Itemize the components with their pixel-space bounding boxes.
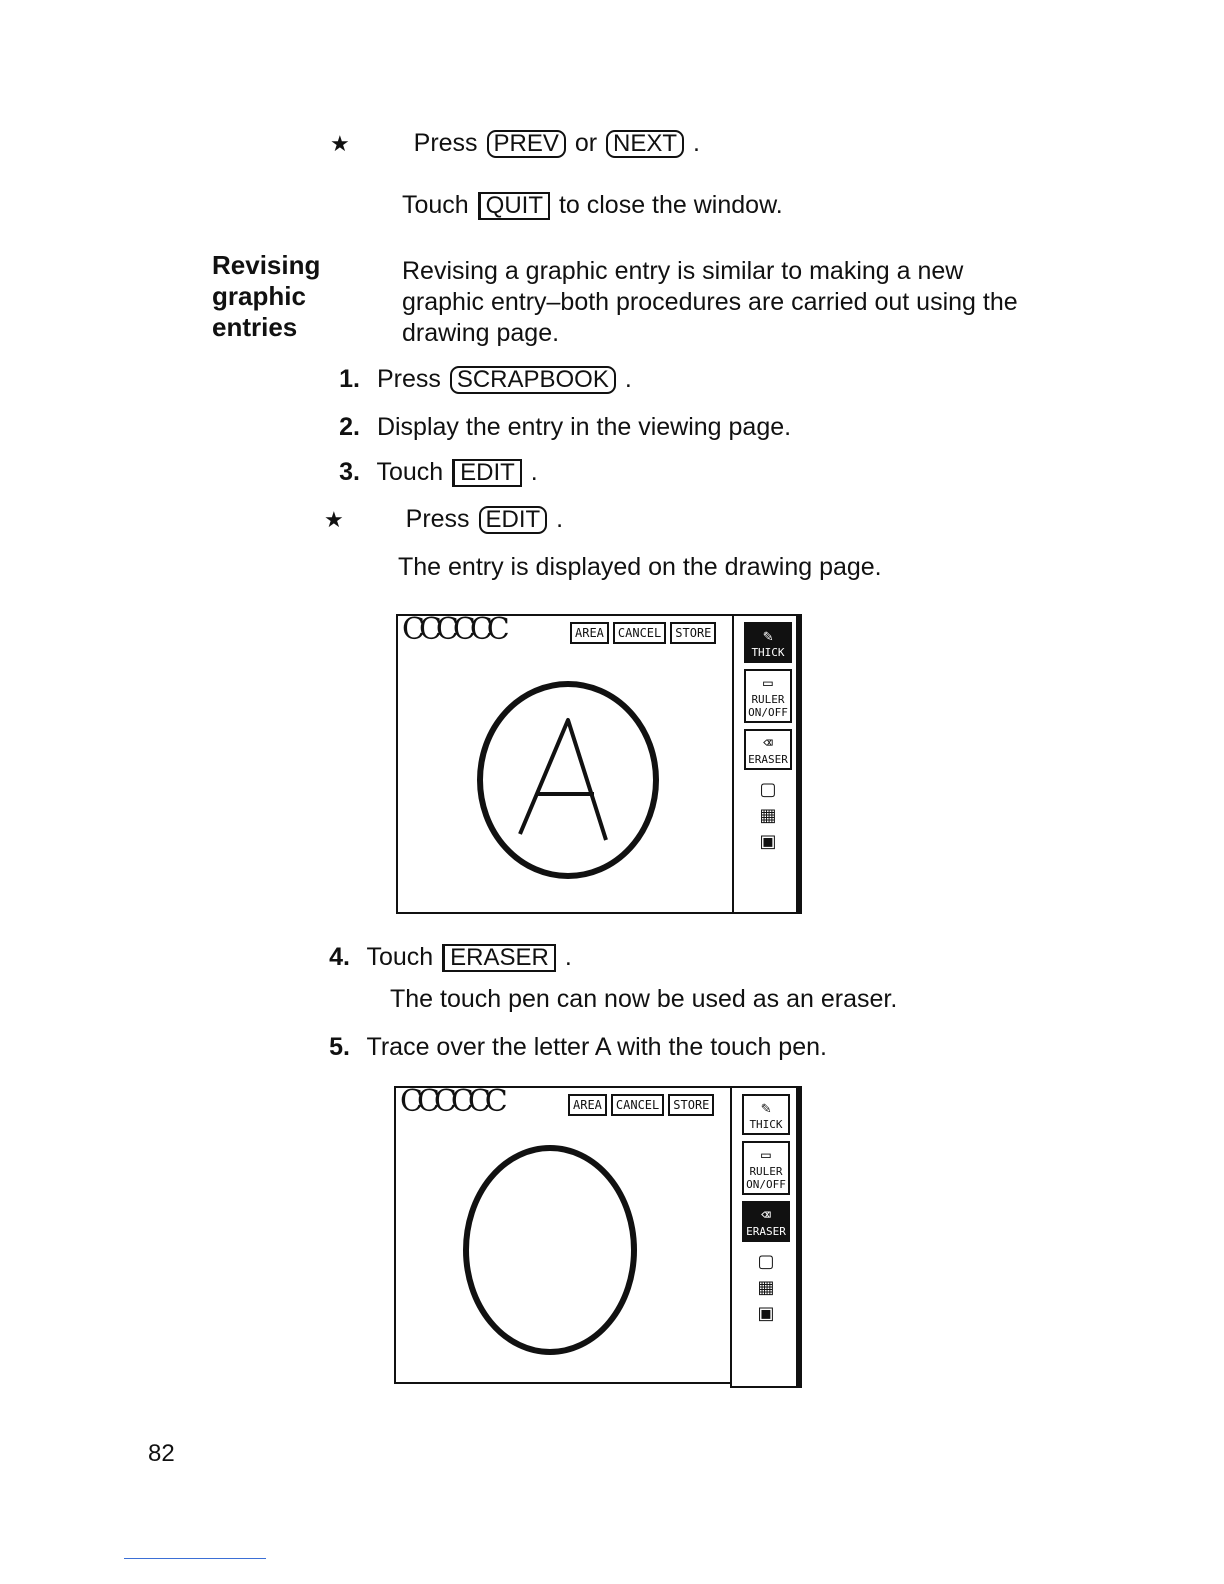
key-next: NEXT bbox=[606, 130, 684, 158]
notebook-rings: CCCCCC bbox=[400, 1084, 502, 1119]
section-heading: Revising graphic entries bbox=[212, 250, 321, 342]
key-quit: QUIT bbox=[478, 192, 550, 220]
key-scrapbook: SCRAPBOOK bbox=[450, 366, 616, 394]
star-icon: ★ bbox=[324, 507, 344, 532]
key-prev: PREV bbox=[487, 130, 566, 158]
section-intro: Revising a graphic entry is similar to making a new graphic entry–both procedures are carried out using the drawing page. bbox=[402, 257, 1018, 347]
step-3-note: The entry is displayed on the drawing page. bbox=[398, 553, 882, 581]
key-edit: EDIT bbox=[479, 506, 548, 534]
step-2: 2. Display the entry in the viewing page. bbox=[339, 413, 792, 441]
tool-column-1 bbox=[732, 614, 802, 914]
top-button-bar bbox=[568, 1094, 714, 1116]
area-button: AREA bbox=[570, 622, 609, 644]
eraser-icon: ⌫ bbox=[763, 733, 773, 752]
alt-step-prev-next: ★ Press PREV or NEXT . bbox=[330, 129, 700, 157]
filled-icon: ▣ bbox=[757, 1303, 775, 1323]
drawn-circle bbox=[466, 1148, 634, 1352]
thick-tool: ✎ THICK bbox=[742, 1094, 790, 1135]
ruler-tool: ▭ RULER ON/OFF bbox=[742, 1141, 790, 1195]
bottom-rule bbox=[124, 1558, 266, 1559]
tool-column-2 bbox=[730, 1086, 802, 1388]
drawn-letter-a bbox=[520, 720, 606, 840]
store-button: STORE bbox=[670, 622, 716, 644]
drawing-canvas bbox=[458, 666, 678, 896]
star-icon: ★ bbox=[330, 131, 350, 156]
frame-icon: ▢ bbox=[757, 1251, 775, 1271]
alt-step-edit: ★ Press EDIT . bbox=[324, 505, 564, 533]
drawn-circle bbox=[480, 684, 656, 876]
filled-icon: ▣ bbox=[759, 831, 777, 851]
frame-icon: ▢ bbox=[759, 779, 777, 799]
thick-tool: ✎ THICK bbox=[744, 622, 792, 663]
cancel-button: CANCEL bbox=[611, 1094, 664, 1116]
cancel-button: CANCEL bbox=[613, 622, 666, 644]
eraser-tool: ⌫ ERASER bbox=[744, 729, 792, 770]
eraser-icon: ⌫ bbox=[761, 1205, 771, 1224]
store-button: STORE bbox=[668, 1094, 714, 1116]
notebook-rings: CCCCCC bbox=[402, 612, 504, 647]
eraser-tool: ⌫ ERASER bbox=[742, 1201, 790, 1242]
area-button: AREA bbox=[568, 1094, 607, 1116]
step-5: 5. Trace over the letter A with the touch pen. bbox=[329, 1033, 827, 1061]
drawing-canvas bbox=[456, 1138, 656, 1358]
drawing-page-screen-2 bbox=[394, 1086, 734, 1384]
ruler-tool: ▭ RULER ON/OFF bbox=[744, 669, 792, 723]
grid-icon: ▦ bbox=[757, 1277, 775, 1297]
ruler-icon: ▭ bbox=[763, 673, 773, 692]
softkey-edit: EDIT bbox=[452, 459, 522, 487]
step-4: 4. Touch ERASER . bbox=[329, 943, 572, 971]
step-1: 1. Press SCRAPBOOK . bbox=[339, 365, 632, 393]
quit-instruction: Touch QUIT to close the window. bbox=[402, 191, 783, 219]
ruler-icon: ▭ bbox=[761, 1145, 771, 1164]
pen-icon: ✎ bbox=[763, 626, 773, 645]
grid-icon: ▦ bbox=[759, 805, 777, 825]
drawing-page-screen-1 bbox=[396, 614, 736, 914]
page-number: 82 bbox=[148, 1440, 175, 1467]
softkey-eraser: ERASER bbox=[442, 944, 556, 972]
top-button-bar bbox=[570, 622, 716, 644]
step-4-note: The touch pen can now be used as an eraser. bbox=[390, 985, 898, 1013]
step-3: 3. Touch EDIT . bbox=[339, 458, 538, 486]
pen-icon: ✎ bbox=[761, 1098, 771, 1117]
